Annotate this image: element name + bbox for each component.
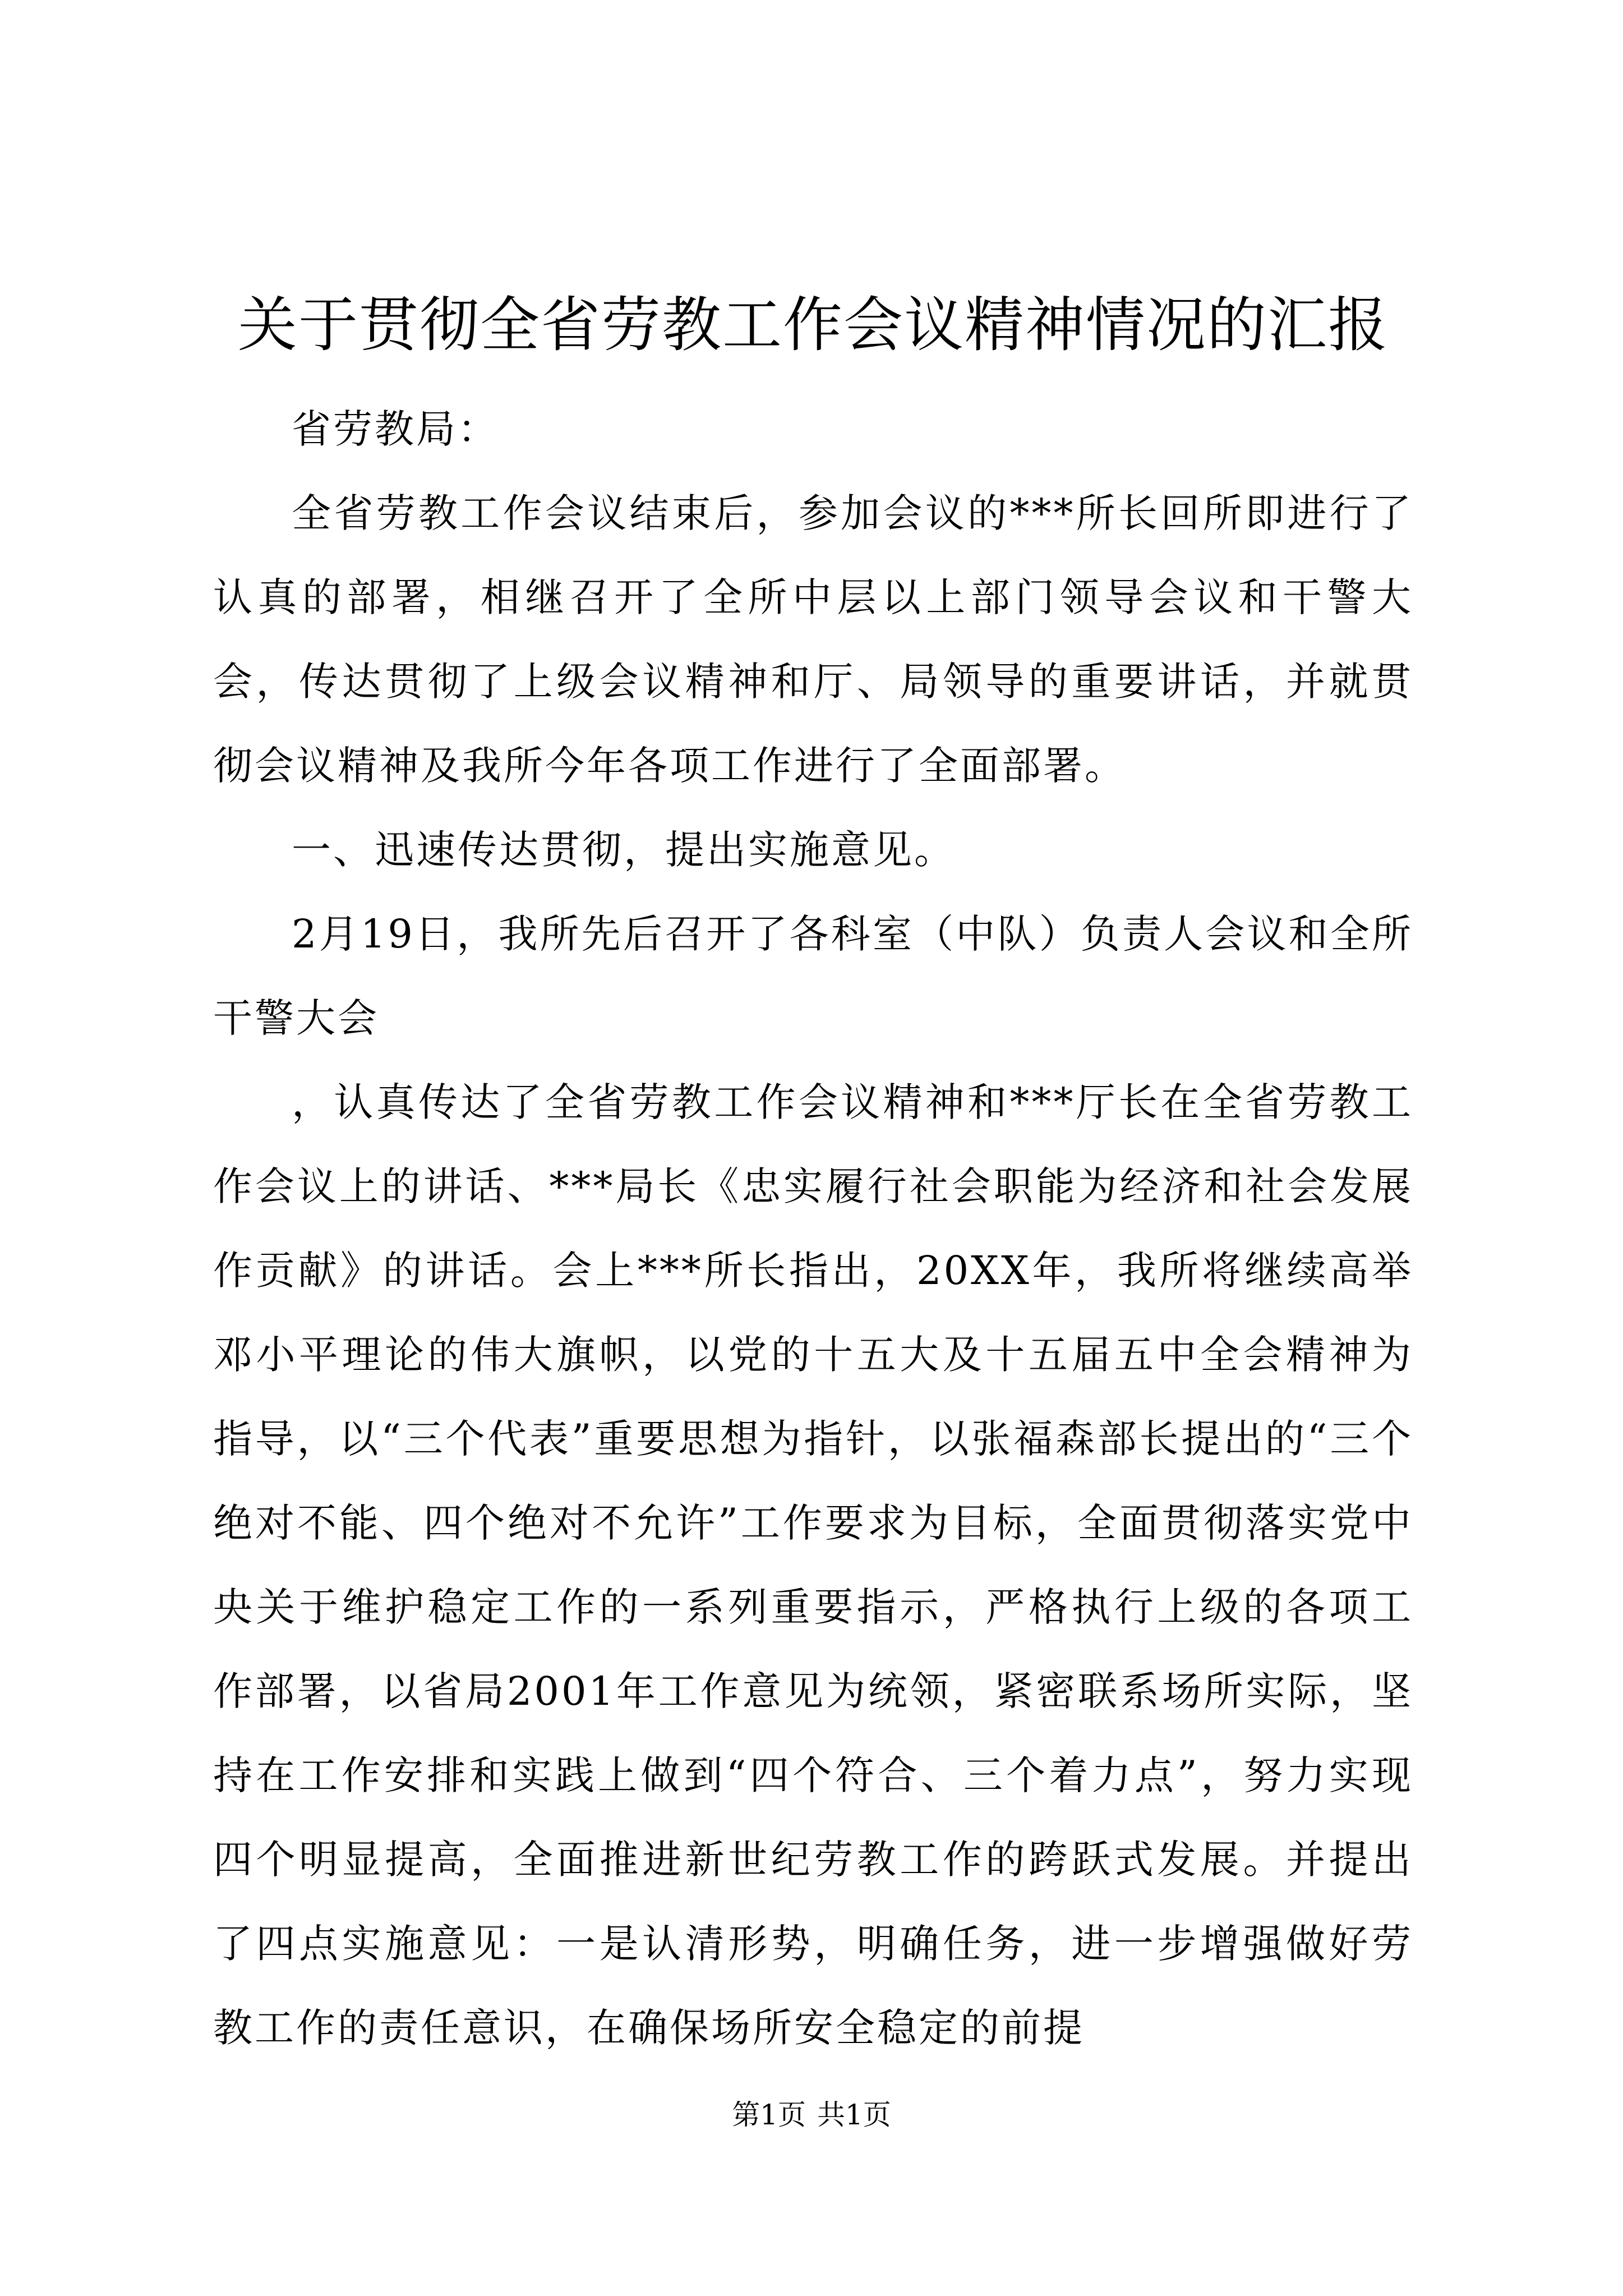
paragraph-meeting-content: ，认真传达了全省劳教工作会议精神和***厅长在全省劳教工作会议上的讲话、***局长《忠实履行社会职能为经济和社会发展作贡献》的讲话。会上***所长指出，20XX年，我所将继续高举邓小平理论的伟大旗帜，以党的十五大及十五届五中全会精神为指导，以“三个代表”重要思想为指针，以张福森部长提出的“三个绝对不能、四个绝对不允许”工作要求为目标，全面贯彻落实党中央关于维护稳定工作的一系列重要指示，严格执行上级的各项工作部署，以省局2001年工作意见为统领，紧密联系场所实际，坚持在工作安排和实践上做到“四个符合、三个着力点”，努力实现四个明显提高，全面推进新世纪劳教工作的跨跃式发展。并提出了四点实施意见：一是认清形势，明确任务，进一步增强做好劳教工作的责任意识，在确保场所安全稳定的前提 bbox=[213, 1079, 1413, 2051]
paragraph-meeting-date: 2月19日，我所先后召开了各科室（中队）负责人会议和全所干警大会 bbox=[213, 911, 1413, 1041]
document-title: 关于贯彻全省劳教工作会议精神情况的汇报 bbox=[238, 291, 1389, 360]
paragraph-intro: 全省劳教工作会议结束后，参加会议的***所长回所即进行了认真的部署，相继召开了全所中层以上部门领导会议和干警大会，传达贯彻了上级会议精神和厅、局领导的重要讲话，并就贯彻会议精神及我所今年各项工作进行了全面部署。 bbox=[213, 490, 1413, 789]
page-number: 第1页 bbox=[732, 2099, 806, 2131]
salutation: 省劳教局： bbox=[292, 406, 499, 452]
page-footer bbox=[0, 2095, 1623, 2134]
section-heading-1: 一、迅速传达贯彻，提出实施意见。 bbox=[292, 827, 956, 873]
document-body bbox=[213, 387, 1413, 2070]
page-total: 共1页 bbox=[817, 2099, 891, 2131]
